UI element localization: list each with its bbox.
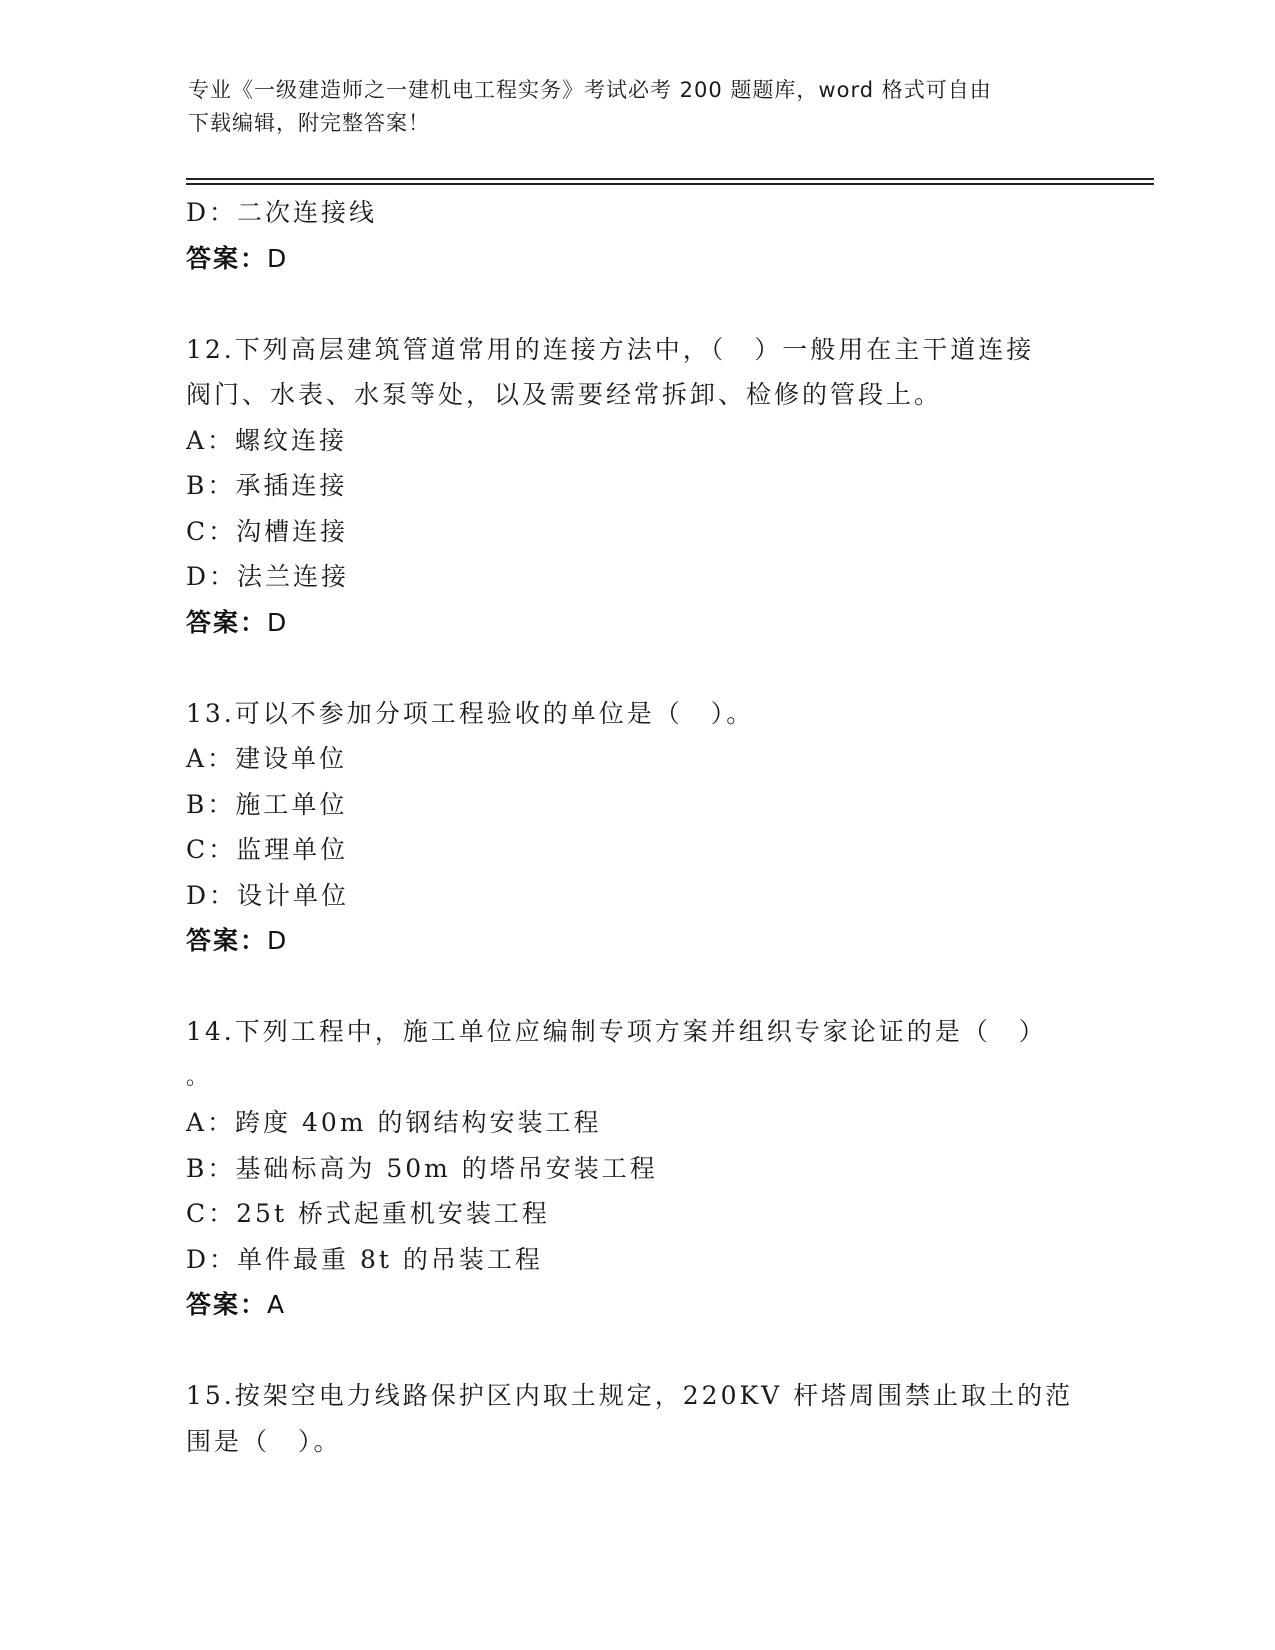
header-line-2: 下载编辑，附完整答案！ [188, 111, 430, 135]
option-a: A：建设单位 [186, 744, 348, 773]
q11-answer [186, 236, 1086, 282]
question-stem-line: 13.可以不参加分项工程验收的单位是（ ）。 [186, 698, 755, 728]
question-list [186, 190, 1086, 1464]
header-rule-bottom [186, 183, 1154, 185]
spacer [186, 964, 1086, 1010]
answer [186, 1282, 1086, 1328]
option-c: C：监理单位 [186, 835, 349, 864]
question-stem-line: 阀门、水表、水泵等处，以及需要经常拆卸、检修的管段上。 [186, 380, 943, 409]
question-14 [186, 1009, 1086, 1328]
option-d: D：设计单位 [186, 880, 350, 910]
option-d: D：法兰连接 [186, 562, 350, 591]
question-13 [186, 691, 1086, 964]
spacer [186, 281, 1086, 327]
question-stem-line: 15.按架空电力线路保护区内取土规定，220KV 杆塔周围禁止取土的范 [186, 1381, 1074, 1410]
spacer [186, 645, 1086, 691]
header-rule-top [186, 178, 1154, 180]
answer-label: 答案： [186, 926, 268, 955]
question-stem-line: 12.下列高层建筑管道常用的连接方法中，（ ）一般用在主干道连接 [186, 334, 1035, 364]
answer-value: D [267, 926, 289, 955]
question-12 [186, 327, 1086, 646]
q11-option-d: D：二次连接线 [186, 198, 378, 227]
option-c: C：25t 桥式起重机安装工程 [186, 1199, 550, 1228]
option-c: C：沟槽连接 [186, 516, 349, 546]
question-stem-line: 14.下列工程中，施工单位应编制专项方案并组织专家论证的是（ ） [186, 1017, 1047, 1046]
question-15 [186, 1373, 1086, 1464]
spacer [186, 1328, 1086, 1374]
option-b: B：承插连接 [186, 471, 348, 500]
document-header [188, 74, 1088, 140]
option-b: B：基础标高为 50m 的塔吊安装工程 [186, 1153, 658, 1183]
option-b: B：施工单位 [186, 789, 348, 819]
question-stem-line: 。 [186, 1064, 212, 1090]
answer [186, 918, 1086, 964]
answer-value: D [267, 243, 289, 273]
answer [186, 600, 1086, 646]
question-stem-line: 围是（ ）。 [186, 1426, 342, 1456]
header-line-1: 专业《一级建造师之一建机电工程实务》考试必考 200 题题库，word 格式可自由 [188, 78, 992, 102]
option-d: D：单件最重 8t 的吊装工程 [186, 1244, 543, 1274]
answer-value: A [267, 1290, 287, 1319]
option-a: A：跨度 40m 的钢结构安装工程 [186, 1108, 602, 1137]
answer-label: 答案： [186, 607, 268, 637]
answer-label: 答案： [186, 1290, 268, 1319]
answer-label: 答案： [186, 243, 268, 273]
answer-value: D [267, 607, 289, 637]
option-a: A：螺纹连接 [186, 425, 348, 455]
